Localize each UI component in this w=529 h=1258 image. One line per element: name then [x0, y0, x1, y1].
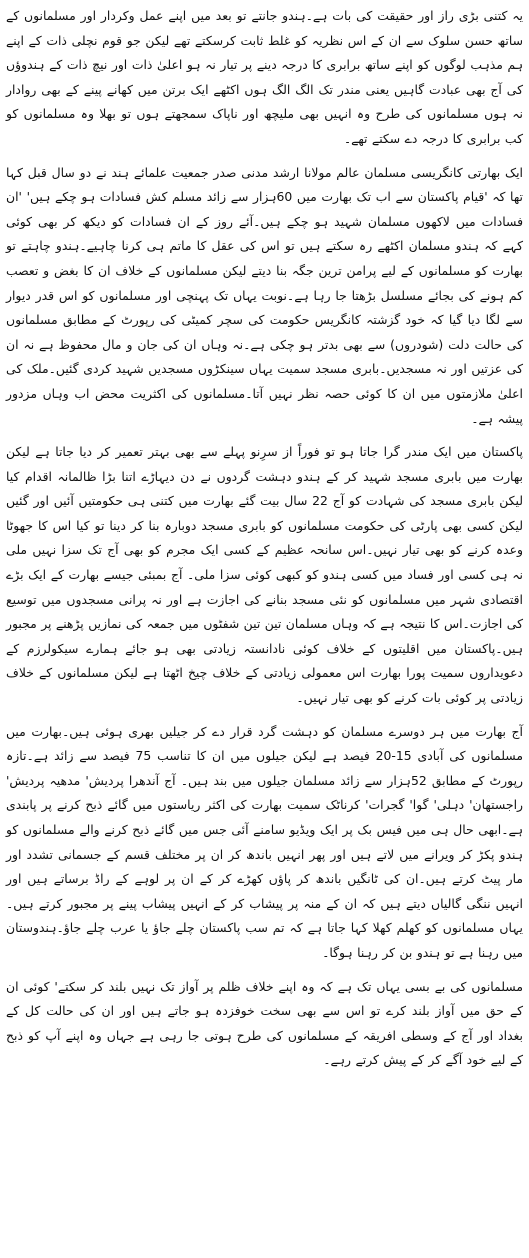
article-paragraph-1: یہ کتنی بڑی راز اور حقیقت کی بات ہے۔ہندو جانتے تو بعد میں اپنے عمل وکردار اور مسلمانوں کے ساتھ حسن سلوک سے ان کے اس نظریہ کو غلط ثابت کرسکتے تھے لیکن جو قوم نچلی ذات کے اپنے ہم مذہب لوگوں کو اپنے ساتھ برابری کا درجہ دینے پر تیار نہ ہو اعلیٰ ذات اور نیچ ذات کے ہندوؤں کی آج بھی عبادت گاہیں یعنی مندر تک الگ الگ ہوں اکٹھے ایک برتن میں کھانے پینے کے بھی روادار نہ ہوں مسلمانوں کی طرح وہ انہیں بھی ملیچھ اور ناپاک سمجھتے ہوں تو بھلا وہ مسلمانوں کو کب برابری کا درجہ دے سکتے تھے۔: [6, 8, 523, 146]
article-paragraph-3: پاکستان میں ایک مندر گرا جاتا ہو تو فوراً از سرِنو پہلے سے بھی بہتر تعمیر کر دیا جاتا ہے لیکن بھارت میں بابری مسجد شہید کر کے ہندو دہشت گردوں نے دن دیہاڑے اتنا بڑا ظالمانہ اقدام کیا لیکن بابری مسجد کی شہادت کو آج 22 سال بیت گئے بھارت میں کتنی ہی حکومتیں آئیں اور گئیں لیکن کسی بھی پارٹی کی حکومت مسلمانوں کو بابری مسجد دوبارہ بنا کر دینا تو کیا اس کا جھوٹا وعدہ کرنے کو بھی تیار نہیں۔اس سانحہ عظیم کے کسی ایک مجرم کو بھی آج تک سزا نہیں ملی نہ ہی کسی اور فساد میں کسی ہندو کو کبھی کوئی سزا ملی۔ آج بمبئی جیسے بھارت کے ایک بڑے اقتصادی شہر میں مسلمانوں کو نئی مسجد بنانے کی اجازت ہے اور نہ پرانی مسجدوں میں توسیع کی اجازت۔اس کا نتیجہ ہے کہ وہاں مسلمان تین تین شفٹوں میں جمعہ کی نمازیں پڑھنے پر مجبور ہیں۔پاکستان میں اقلیتوں کے خلاف کوئی نادانستہ زیادتی بھی ہو جائے ہمارے سیکولرزم کے دعویداروں سمیت پورا بھارت اس معمولی زیادتی کے خلاف چیخ اٹھتا ہے لیکن مسلمانوں کے خلاف زیادتی پر کوئی بات کرنے کو بھی تیار نہیں۔: [6, 444, 523, 706]
article-paragraph-4: آج بھارت میں ہر دوسرے مسلمان کو دہشت گرد قرار دے کر جیلیں بھری ہوئی ہیں۔بھارت میں مسلمانوں کی آبادی 15-20 فیصد ہے لیکن جیلوں میں ان کا تناسب 75 فیصد سے زائد ہے۔تازہ رپورٹ کے مطابق 52ہزار سے زائد مسلمان جیلوں میں بند ہیں۔ آج آندھرا پردیش' مدھیہ پردیش' راجستھان' دہلی' گوا' گجرات' کرناٹک سمیت بھارت کی اکثر ریاستوں میں گائے ذبح کرنے پر پابندی ہے۔ابھی حال ہی میں فیس بک پر ایک ویڈیو سامنے آئی جس میں گائے ذبح کرنے والے مسلمانوں کو ہندو پکڑ کر ویرانے میں لاتے ہیں اور پھر انہیں باندھ کر ان پر مختلف قسم کے جسمانی تشدد اور مار پیٹ کرتے ہیں۔ان کی ٹانگیں باندھ کر پاؤں کھڑے کر کے ان پر لوہے کے راڈ برساتے ہیں اور انہیں ننگی گالیاں دیتے ہیں کہ ان کے منہ پر پیشاب کر کے انہیں پیشاب پینے پر مجبور کرتے ہیں۔یہاں مسلمانوں کو کھلم کھلا کہا جاتا ہے کہ تم سب پاکستان چلے جاؤ یا عرب چلے جاؤ۔ہندوستان میں رہنا ہے تو ہندو بن کر رہنا ہوگا۔: [6, 723, 523, 960]
article-paragraph-2: ایک بھارتی کانگریسی مسلمان عالم مولانا ارشد مدنی صدر جمعیت علمائے ہند نے دو سال قبل کہا تھا کہ 'قیام پاکستان سے اب تک بھارت میں 60ہزار سے زائد مسلم کش فسادات ہو چکے ہیں' 'ان فسادات میں لاکھوں مسلمان شہید ہو چکے ہیں۔آئے روز کے ان فسادات کو دیکھ کر بھی کوئی کہے کہ ہندو مسلمان اکٹھے رہ سکتے ہیں تو اس کی عقل کا ماتم ہی کرنا چاہیے۔ہندو چاہتے تو بھارت کو مسلمانوں کے لیے پرامن ترین جگہ بنا دیتے لیکن مسلمانوں کے خلاف ان کا بغض و تعصب کم ہونے کی بجائے مسلسل بڑھتا جا رہا ہے۔نوبت یہاں تک پہنچی اور مسلمانوں کو اس قدر دیوار سے لگا دیا گیا کہ خود گزشتہ کانگریس حکومت کی سچر کمیٹی کی رپورٹ کے مطابق مسلمانوں کی حالت دلت (شودروں) سے بھی بدتر ہو چکی ہے۔نہ وہاں ان کی جان و مال محفوظ ہے نہ ان کی عزتیں اور نہ مسجدیں۔بابری مسجد سمیت یہاں سینکڑوں مسجدیں شہید کردی گئیں۔ملک کی اعلیٰ ملازمتوں میں ان کا کوئی حصہ نظر نہیں آتا۔مسلمانوں کی اکثریت محض اب وہاں مزدور پیشہ ہے۔: [6, 164, 523, 426]
article-paragraph-5: مسلمانوں کی بے بسی یہاں تک ہے کہ وہ اپنے خلاف ظلم پر آواز تک نہیں بلند کر سکتے' کوئی ان کے حق میں آواز بلند کرے تو اس سے بھی سخت خوفزدہ ہو جاتے ہیں اور ان کی حالت کل کے بغداد اور آج کے وسطی افریقہ کے مسلمانوں کی طرح ہوتی جا رہی ہے جہاں وہ اپنے آپ کو ذبح کے لیے خود آگے کر کے پیش کرتے رہے۔: [6, 978, 523, 1068]
